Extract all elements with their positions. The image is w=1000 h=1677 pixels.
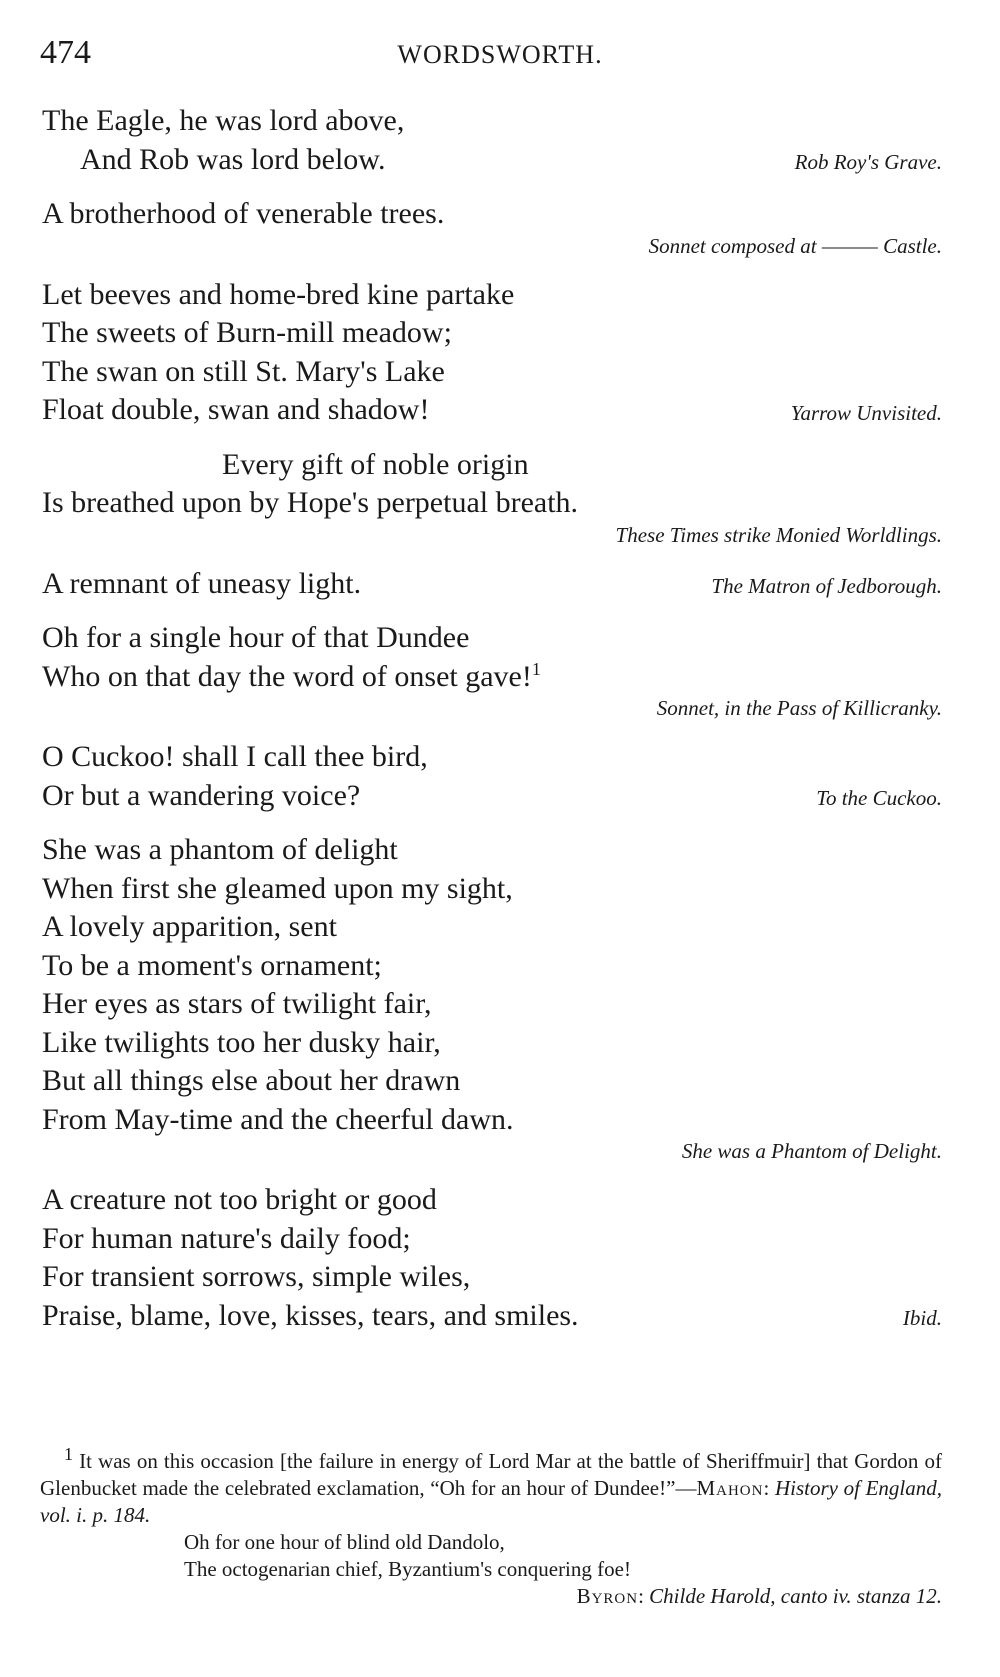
- verse-line: The sweets of Burn-mill meadow;: [42, 316, 452, 349]
- verse-line: Let beeves and home-bred kine partake: [42, 277, 515, 311]
- citation-author: Mahon: [696, 1476, 764, 1500]
- quotation: [42, 276, 942, 430]
- footnote-mark: 1: [64, 1444, 73, 1464]
- verse-line: A remnant of uneasy light.: [42, 566, 362, 600]
- attribution: She was a Phantom of Delight.: [681, 1139, 942, 1163]
- attribution: Sonnet, in the Pass of Killicranky.: [656, 696, 942, 720]
- footnote-citation: Byron: Childe Harold, canto iv. stanza 12.: [576, 1584, 942, 1608]
- quotation-list: [42, 102, 942, 1335]
- verse-line: Who on that day the word of onset gave!$^1$: [42, 658, 541, 693]
- quotation: [42, 619, 942, 722]
- footnote-mark: 1: [531, 658, 541, 679]
- verse-line: To be a moment's ornament;: [42, 948, 382, 982]
- verse-line: Is breathed upon by Hope's perpetual breath.: [42, 486, 579, 519]
- verse-line: From May-time and the cheerful dawn.: [42, 1102, 514, 1136]
- verse-line: She was a phantom of delight: [42, 833, 398, 866]
- verse-line: O Cuckoo! shall I call thee bird,: [42, 740, 428, 773]
- footnote-verse-line: Oh for one hour of blind old Dandolo,: [184, 1530, 505, 1554]
- verse-line: For transient sorrows, simple wiles,: [42, 1260, 471, 1293]
- attribution: Yarrow Unvisited.: [790, 400, 942, 425]
- verse-line: Every gift of noble origin: [222, 447, 529, 481]
- verse-line: The swan on still St. Mary's Lake: [42, 354, 445, 388]
- attribution: Sonnet composed at ——— Castle.: [648, 233, 942, 258]
- attribution: Ibid.: [902, 1306, 942, 1330]
- verse-line: Oh for a single hour of that Dundee: [42, 621, 470, 654]
- verse-line: But all things else about her drawn: [42, 1064, 461, 1097]
- page-number: 474: [40, 34, 91, 71]
- citation-work: Childe Harold, canto iv. stanza 12.: [649, 1584, 942, 1608]
- footnote-text: 1 It was on this occasion [the failure in energy of Lord Mar at the battle of Sheriffmuir] that Gordon of Glenbucket made the celebrated exclamation, “Oh for an hour of Dundee!”—Mahon: History of England, vol. i. p. 184.: [40, 1444, 942, 1527]
- verse-line: A lovely apparition, sent: [42, 910, 337, 943]
- quotation: [42, 195, 942, 260]
- verse-line: A brotherhood of venerable trees.: [42, 197, 445, 230]
- quotation: [42, 831, 942, 1165]
- verse-line: Float double, swan and shadow!: [42, 393, 430, 426]
- citation-author: Byron: [576, 1584, 639, 1608]
- attribution: The Matron of Jedborough.: [711, 574, 942, 598]
- attribution: These Times strike Monied Worldlings.: [615, 522, 942, 547]
- quotation: [42, 1181, 942, 1335]
- quotation: [42, 738, 942, 815]
- quotation: [42, 102, 942, 179]
- quotation: [42, 565, 942, 604]
- footnotes: [40, 1444, 942, 1610]
- citation-work: History of England, vol. i. p. 184.: [40, 1476, 942, 1527]
- verse-line: A creature not too bright or good: [42, 1183, 437, 1216]
- attribution: To the Cuckoo.: [816, 786, 942, 810]
- footnote-verse-line: The octogenarian chief, Byzantium's conquering foe!: [184, 1557, 631, 1581]
- page-header: [0, 28, 1000, 78]
- attribution: Rob Roy's Grave.: [794, 150, 942, 174]
- running-head: WORDSWORTH.: [397, 40, 603, 69]
- verse-line: Her eyes as stars of twilight fair,: [42, 987, 432, 1020]
- verse-line: When first she gleamed upon my sight,: [42, 871, 513, 905]
- verse-line: The Eagle, he was lord above,: [42, 104, 405, 137]
- verse-line: Like twilights too her dusky hair,: [42, 1025, 441, 1059]
- verse-line: Praise, blame, love, kisses, tears, and smiles.: [42, 1298, 579, 1332]
- verse-line: Or but a wandering voice?: [42, 778, 361, 812]
- quotation: [42, 446, 942, 549]
- verse-line: And Rob was lord below.: [80, 142, 386, 176]
- verse-line: For human nature's daily food;: [42, 1221, 411, 1255]
